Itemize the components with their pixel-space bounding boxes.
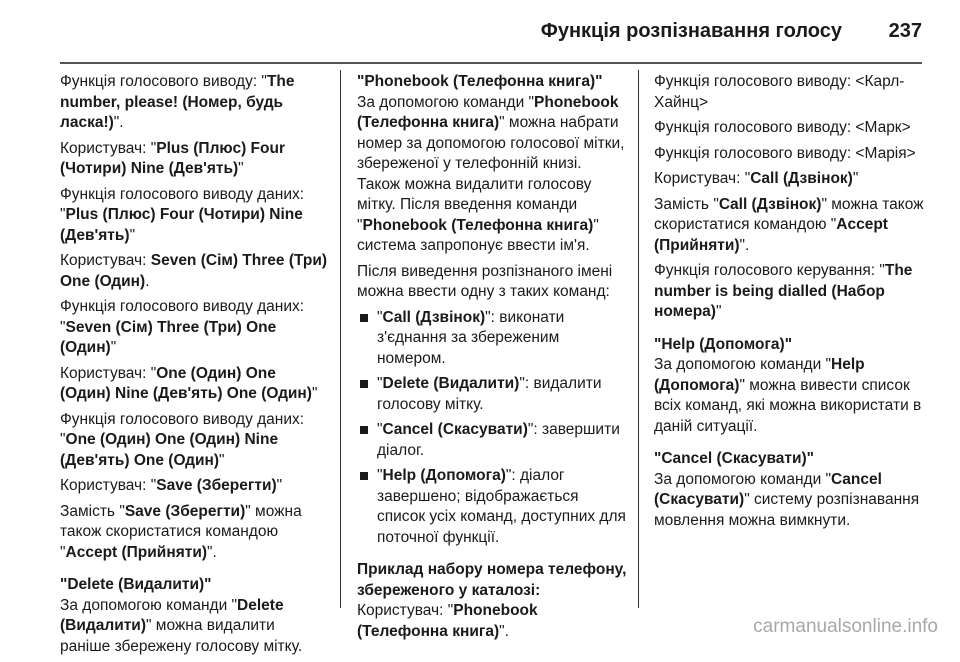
command-phrase: Help (Допомога) bbox=[654, 356, 865, 394]
text-run: Користувач: " bbox=[60, 477, 157, 494]
text-run: " можна набрати номер за допомогою голосової мітки, збереженої у телефонній книзі. Також можна видалити голосову мітку. Після введення команди " bbox=[357, 114, 625, 234]
text-run: ": видалити голосову мітку. bbox=[377, 375, 602, 413]
paragraph bbox=[60, 251, 328, 292]
section-heading: "Phonebook (Телефонна книга)" bbox=[357, 73, 603, 90]
text-column-3 bbox=[654, 72, 924, 536]
text-run: . bbox=[145, 272, 150, 290]
text-run: " можна також скористатися командою " bbox=[654, 195, 924, 233]
text-run: " bbox=[129, 226, 136, 244]
command-phrase: Delete (Видалити) bbox=[60, 596, 284, 634]
paragraph bbox=[60, 502, 328, 564]
text-run: Функція голосового виводу: " bbox=[60, 73, 267, 90]
column-divider bbox=[638, 70, 639, 608]
section-heading: "Cancel (Скасувати)" bbox=[654, 450, 815, 467]
text-run: " bbox=[377, 308, 383, 326]
text-run: Функція голосового виводу: <Марк> bbox=[654, 119, 911, 136]
text-run: ": завершити діалог. bbox=[377, 421, 620, 459]
paragraph bbox=[357, 601, 627, 642]
command-phrase: Accept (Прийняти) bbox=[65, 543, 208, 561]
text-run: " можна видалити раніше збережену голосову мітку. bbox=[60, 617, 303, 655]
paragraph bbox=[60, 297, 328, 359]
text-run: " систему розпізнавання мовлення можна вимкнути. bbox=[654, 491, 920, 529]
text-run: Користувач: " bbox=[357, 602, 454, 619]
command-phrase: Help (Допомога) bbox=[382, 467, 506, 484]
text-run: " bbox=[276, 477, 283, 494]
text-run: ". bbox=[113, 114, 124, 131]
text-run: За допомогою команди " bbox=[60, 596, 238, 614]
command-phrase: Cancel (Скасувати) bbox=[382, 421, 528, 438]
page-number: 237 bbox=[888, 20, 922, 42]
text-run: Користувач: " bbox=[654, 170, 751, 187]
text-run: ": виконати з'єднання за збереженим номером. bbox=[377, 308, 565, 367]
text-run: " bbox=[311, 385, 318, 402]
text-run: Функція голосового виводу даних: " bbox=[60, 185, 305, 223]
section-heading: "Help (Допомога)" bbox=[654, 335, 793, 353]
command-phrase: Call (Дзвінок) bbox=[382, 308, 486, 326]
text-run: " bbox=[377, 421, 383, 438]
bullet-icon bbox=[360, 380, 368, 388]
text-run: ". bbox=[207, 543, 217, 561]
command-phrase: Seven (Сім) Three (Три) One (Один) bbox=[60, 252, 328, 290]
text-run: Функція голосового виводу: <Карл-Хайнц> bbox=[654, 73, 905, 111]
text-run: ": діалог завершено; відображається список усіх команд, доступних для поточної функції. bbox=[377, 467, 626, 546]
bullet-icon bbox=[360, 472, 368, 480]
list-item bbox=[357, 420, 627, 461]
list-item bbox=[357, 308, 627, 370]
text-run: " bbox=[377, 467, 383, 484]
command-list bbox=[357, 308, 627, 549]
text-run: Функція голосового виводу даних: " bbox=[60, 410, 305, 448]
text-run: " bbox=[715, 303, 722, 320]
text-run: Функція голосового керування: " bbox=[654, 262, 885, 279]
text-run: Замість " bbox=[654, 195, 719, 213]
page-title: Функція розпізнавання голосу bbox=[540, 20, 842, 42]
text-run: Користувач: " bbox=[60, 364, 157, 382]
section-heading: "Delete (Видалити)" bbox=[60, 576, 212, 593]
command-phrase: Accept (Прийняти) bbox=[654, 216, 888, 254]
paragraph bbox=[60, 72, 328, 134]
paragraph bbox=[357, 93, 627, 257]
command-phrase: Save (Зберегти) bbox=[156, 477, 277, 494]
text-run: Користувач: bbox=[60, 252, 151, 269]
text-run: " bbox=[238, 160, 244, 177]
command-phrase: Phonebook (Телефонна книга) bbox=[357, 93, 619, 131]
command-phrase: Save (Зберегти) bbox=[124, 502, 246, 520]
paragraph bbox=[60, 364, 328, 405]
paragraph bbox=[60, 596, 328, 658]
paragraph bbox=[654, 118, 924, 139]
text-run: Функція голосового виводу: <Марія> bbox=[654, 144, 916, 162]
paragraph bbox=[654, 195, 924, 257]
command-phrase: Phonebook (Телефонна книга) bbox=[362, 216, 594, 234]
text-run: Замість " bbox=[60, 502, 125, 520]
command-phrase: One (Один) One (Один) Nine (Дев'ять) One (Один) bbox=[60, 364, 312, 402]
list-item bbox=[357, 466, 627, 548]
paragraph bbox=[60, 476, 328, 497]
list-item bbox=[357, 374, 627, 415]
text-run: За допомогою команди " bbox=[654, 356, 832, 373]
section-heading: Приклад набору номера телефону, збереженого у каталозі: bbox=[357, 561, 627, 599]
command-phrase: Call (Дзвінок) bbox=[718, 195, 822, 213]
paragraph bbox=[654, 355, 924, 437]
text-run: Після виведення розпізнаного імені можна ввести одну з таких команд: bbox=[357, 262, 613, 300]
paragraph bbox=[60, 139, 328, 180]
paragraph bbox=[654, 261, 924, 323]
paragraph bbox=[357, 262, 627, 303]
command-phrase: Plus (Плюс) Four (Чотири) Nine (Дев'ять) bbox=[60, 206, 303, 244]
watermark: carmanualsonline.info bbox=[753, 616, 938, 637]
paragraph bbox=[654, 169, 924, 190]
text-run: " bbox=[110, 339, 117, 356]
text-run: Користувач: " bbox=[60, 139, 157, 157]
command-phrase: Call (Дзвінок) bbox=[750, 170, 853, 187]
text-run: " bbox=[219, 451, 225, 469]
text-run: ". bbox=[499, 622, 509, 640]
command-phrase: The number is being dialled (Набор номера) bbox=[654, 262, 913, 320]
text-run: " система запропонує ввести ім'я. bbox=[357, 216, 599, 254]
command-phrase: One (Один) One (Один) Nine (Дев'ять) One (Один) bbox=[60, 431, 279, 469]
paragraph bbox=[654, 144, 924, 165]
command-phrase: Plus (Плюс) Four (Чотири) Nine (Дев'ять) bbox=[60, 139, 285, 177]
text-run: " можна вивести список всіх команд, які можна використати в даній ситуації. bbox=[654, 376, 922, 435]
text-run: Функція голосового виводу даних: " bbox=[60, 298, 305, 336]
text-column-2 bbox=[357, 72, 627, 647]
text-run: ". bbox=[739, 236, 750, 254]
paragraph bbox=[60, 185, 328, 247]
command-phrase: Delete (Видалити) bbox=[382, 375, 520, 392]
paragraph bbox=[654, 470, 924, 532]
paragraph bbox=[654, 72, 924, 113]
command-phrase: Cancel (Скасувати) bbox=[654, 470, 882, 508]
command-phrase: Seven (Сім) Three (Три) One (Один) bbox=[60, 318, 277, 356]
paragraph bbox=[60, 410, 328, 472]
column-divider bbox=[340, 70, 341, 608]
bullet-icon bbox=[360, 314, 368, 322]
bullet-icon bbox=[360, 426, 368, 434]
command-phrase: The number, please! (Номер, будь ласка!) bbox=[60, 73, 295, 131]
page-header bbox=[60, 12, 922, 64]
text-run: " bbox=[377, 375, 383, 392]
text-run: " bbox=[852, 170, 859, 187]
text-column-1 bbox=[60, 72, 328, 662]
text-run: " можна також скористатися командою " bbox=[60, 502, 302, 561]
text-run: За допомогою команди " bbox=[357, 93, 535, 111]
text-run: За допомогою команди " bbox=[654, 470, 832, 488]
command-phrase: Phonebook (Телефонна книга) bbox=[357, 602, 538, 640]
